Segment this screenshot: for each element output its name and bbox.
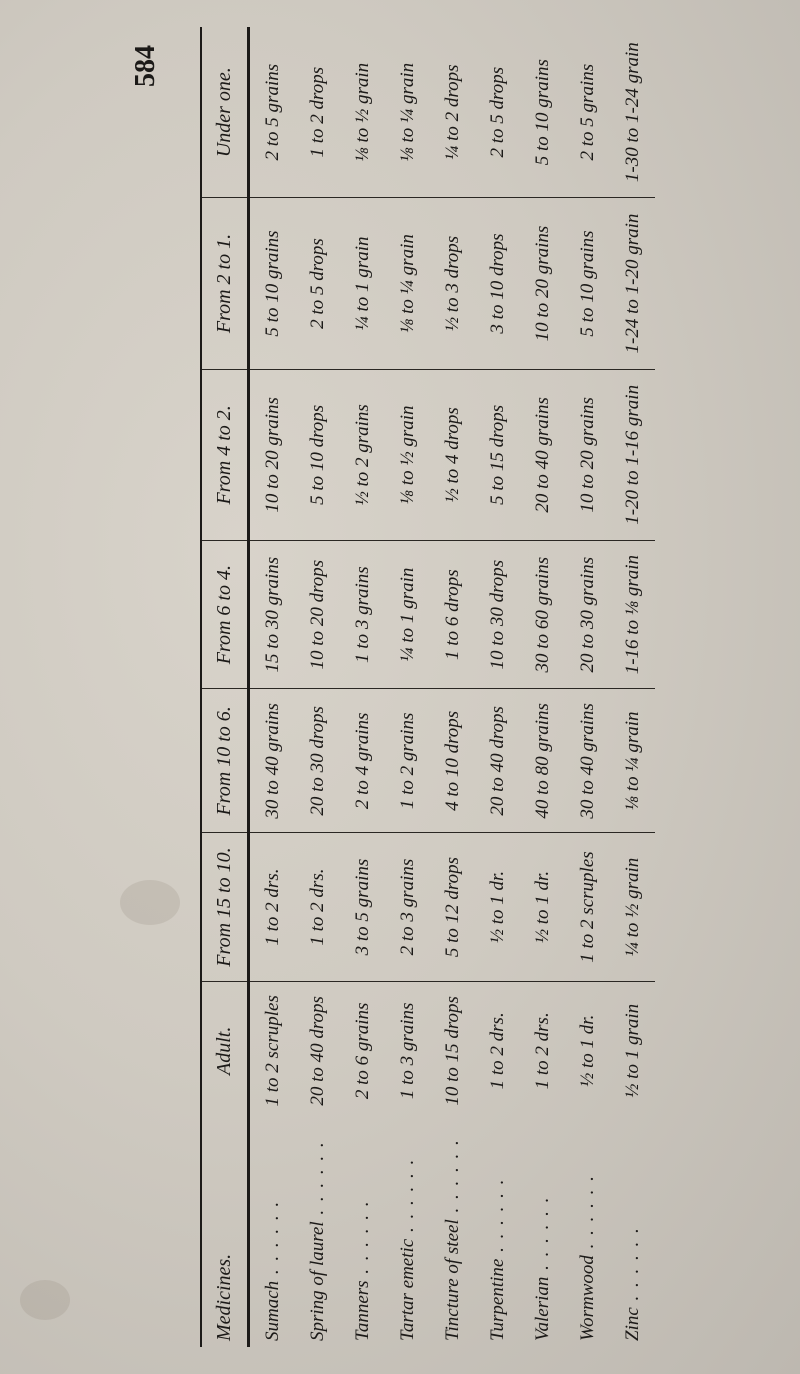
dose-cell: 1-16 to ⅛ grain bbox=[610, 541, 655, 689]
medicine-name: Valerian . . . bbox=[520, 1120, 565, 1347]
dose-cell: 1 to 2 grains bbox=[385, 689, 430, 833]
dose-table bbox=[200, 27, 655, 1347]
dose-cell: 2 to 5 grains bbox=[249, 27, 296, 198]
dose-cell: 2 to 5 drops bbox=[475, 27, 520, 198]
dose-cell: 1 to 2 scruples bbox=[565, 833, 610, 981]
table-row bbox=[520, 27, 565, 1347]
dose-cell: 10 to 20 grains bbox=[520, 198, 565, 369]
dose-cell: ⅛ to ¼ grain bbox=[385, 198, 430, 369]
dose-cell: ¼ to 2 drops bbox=[430, 27, 475, 198]
dose-cell: 2 to 5 grains bbox=[565, 27, 610, 198]
table-row bbox=[385, 27, 430, 1347]
dose-cell: 1-24 to 1-20 grain bbox=[610, 198, 655, 369]
dose-cell: ½ to 1 dr. bbox=[576, 1014, 598, 1087]
table-row bbox=[430, 27, 475, 1347]
table-row bbox=[295, 27, 340, 1347]
dose-cell: 15 to 30 grains bbox=[249, 541, 296, 689]
table-header bbox=[201, 27, 249, 1347]
dose-cell: 5 to 15 drops bbox=[475, 369, 520, 540]
dose-cell: 10 to 20 grains bbox=[565, 369, 610, 540]
header-age-column: From 4 to 2. bbox=[201, 369, 249, 540]
dose-cell: 5 to 10 grains bbox=[565, 198, 610, 369]
dose-cell: 4 to 10 drops bbox=[430, 689, 475, 833]
table-row bbox=[475, 27, 520, 1347]
table-row bbox=[610, 27, 655, 1347]
dose-cell: 5 to 10 drops bbox=[295, 369, 340, 540]
dose-cell: 1-20 to 1-16 grain bbox=[610, 369, 655, 540]
dose-cell: ⅛ to ¼ grain bbox=[385, 27, 430, 198]
dose-cell: ¼ to 1 grain bbox=[340, 198, 385, 369]
medicine-name: Tartar emetic . . . bbox=[385, 1120, 430, 1347]
table-row bbox=[565, 27, 610, 1347]
medicine-name: Sumach . . . bbox=[249, 1120, 296, 1347]
medicine-name: Spring of laurel . . . bbox=[295, 1120, 340, 1347]
dose-cell: 1 to 2 scruples bbox=[261, 995, 283, 1107]
medicine-name: Tincture of steel . . . bbox=[430, 1120, 475, 1347]
dose-cell: ½ to 3 drops bbox=[430, 198, 475, 369]
dose-cell: 2 to 6 grains bbox=[351, 1002, 373, 1100]
dose-cell: ¼ to ½ grain bbox=[610, 833, 655, 981]
table-body bbox=[249, 27, 656, 1347]
dose-cell: 1 to 6 drops bbox=[430, 541, 475, 689]
header-age-column: Under one. bbox=[201, 27, 249, 198]
dose-cell: 20 to 40 drops bbox=[475, 689, 520, 833]
dose-cell: 5 to 10 grains bbox=[249, 198, 296, 369]
dose-cell: 1 to 2 drs. bbox=[531, 1012, 553, 1090]
dose-cell: 30 to 40 grains bbox=[565, 689, 610, 833]
dose-cell: ½ to 2 grains bbox=[340, 369, 385, 540]
dose-cell: 3 to 10 drops bbox=[475, 198, 520, 369]
dose-cell: ½ to 4 drops bbox=[430, 369, 475, 540]
dose-cell: 30 to 60 grains bbox=[520, 541, 565, 689]
dose-cell: 20 to 30 drops bbox=[295, 689, 340, 833]
dose-cell: 10 to 20 drops bbox=[295, 541, 340, 689]
dose-cell: 20 to 40 drops bbox=[306, 996, 328, 1106]
dose-cell: 20 to 40 grains bbox=[520, 369, 565, 540]
dose-cell: ½ to 1 dr. bbox=[520, 833, 565, 981]
dose-cell: 1-30 to 1-24 grain bbox=[610, 27, 655, 198]
dose-cell: 1 to 2 drops bbox=[295, 27, 340, 198]
header-age-column: From 10 to 6. bbox=[201, 689, 249, 833]
dose-cell: 10 to 15 drops bbox=[441, 996, 463, 1106]
dose-cell: 2 to 4 grains bbox=[340, 689, 385, 833]
dose-cell: 10 to 20 grains bbox=[249, 369, 296, 540]
table-row bbox=[340, 27, 385, 1347]
dose-cell: 5 to 10 grains bbox=[520, 27, 565, 198]
dose-cell: ½ to 1 dr. bbox=[475, 833, 520, 981]
medicine-name: Turpentine . . . bbox=[475, 1120, 520, 1347]
header-medicines: Medicines. bbox=[201, 1120, 249, 1347]
dose-cell: 1 to 3 grains bbox=[396, 1002, 418, 1100]
header-age-column: From 6 to 4. bbox=[201, 541, 249, 689]
header-age-column: From 15 to 10. bbox=[201, 833, 249, 981]
dose-cell: 2 to 3 grains bbox=[385, 833, 430, 981]
dose-cell: 5 to 12 drops bbox=[430, 833, 475, 981]
dose-cell: 1 to 2 drs. bbox=[486, 1012, 508, 1090]
medicine-name: Zinc . . . bbox=[610, 1120, 655, 1347]
dose-cell: ½ to 1 grain bbox=[621, 1003, 643, 1098]
dose-cell: 2 to 5 drops bbox=[295, 198, 340, 369]
dose-cell: 1 to 3 grains bbox=[340, 541, 385, 689]
dose-cell: 40 to 80 grains bbox=[520, 689, 565, 833]
header-age-column: Adult. bbox=[201, 981, 249, 1120]
dose-cell: 30 to 40 grains bbox=[249, 689, 296, 833]
dose-cell: 20 to 30 grains bbox=[565, 541, 610, 689]
rotated-page bbox=[105, 7, 800, 1367]
header-age-column: From 2 to 1. bbox=[201, 198, 249, 369]
dose-cell: 3 to 5 grains bbox=[340, 833, 385, 981]
dose-cell: 1 to 2 drs. bbox=[295, 833, 340, 981]
dose-cell: ⅛ to ½ grain bbox=[340, 27, 385, 198]
table-row bbox=[249, 27, 296, 1347]
dose-cell: 1 to 2 drs. bbox=[249, 833, 296, 981]
dose-cell: ⅛ to ½ grain bbox=[385, 369, 430, 540]
dose-cell: 10 to 30 drops bbox=[475, 541, 520, 689]
dose-cell: ⅛ to ¼ grain bbox=[610, 689, 655, 833]
paper-stain bbox=[20, 1280, 70, 1320]
medicine-name: Tanners . . . bbox=[340, 1120, 385, 1347]
page-number: 584 bbox=[130, 45, 161, 87]
medicine-name: Wormwood . . . bbox=[565, 1120, 610, 1347]
dose-cell: ¼ to 1 grain bbox=[385, 541, 430, 689]
